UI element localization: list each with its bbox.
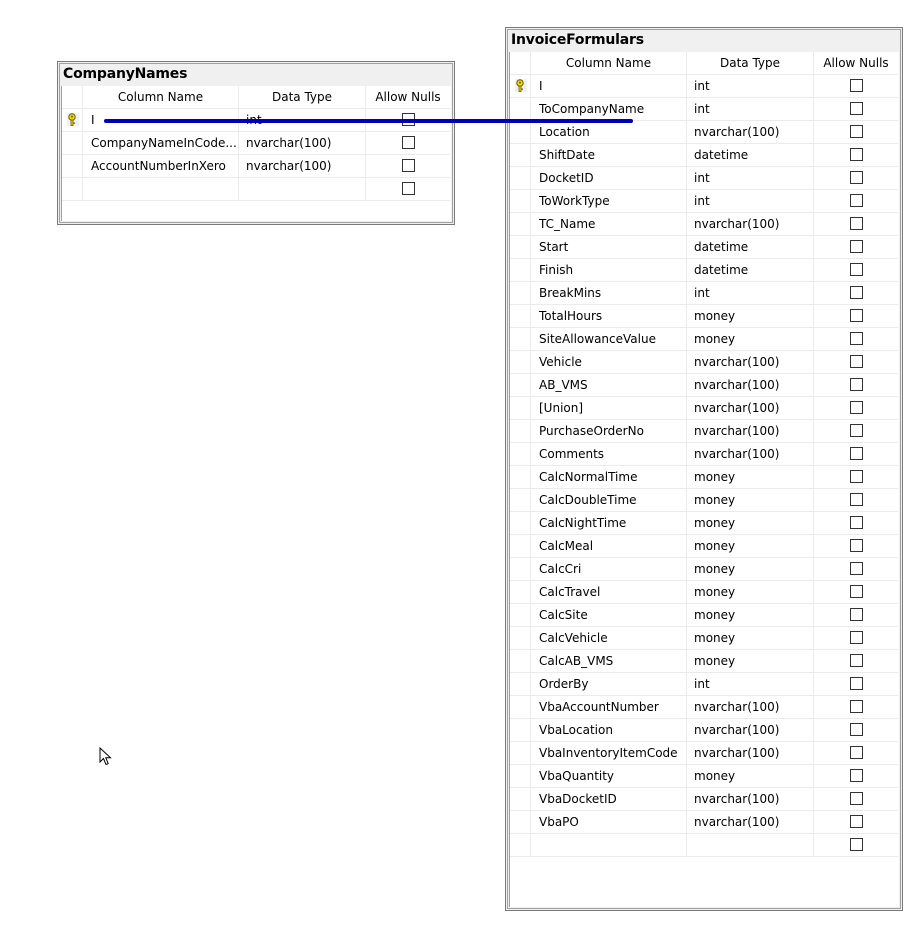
row-selector[interactable] bbox=[62, 155, 83, 178]
row-selector[interactable] bbox=[510, 604, 531, 627]
row-selector[interactable] bbox=[510, 144, 531, 167]
row-selector[interactable] bbox=[510, 328, 531, 351]
allow-nulls-checkbox[interactable] bbox=[850, 746, 863, 759]
row-selector[interactable] bbox=[510, 443, 531, 466]
primary-key-icon bbox=[67, 113, 79, 126]
column-row[interactable] bbox=[510, 259, 899, 282]
column-row[interactable] bbox=[510, 489, 899, 512]
data-type-cell[interactable]: nvarchar(100) bbox=[687, 213, 814, 236]
data-type-cell[interactable]: nvarchar(100) bbox=[687, 788, 814, 811]
allow-nulls-checkbox[interactable] bbox=[850, 263, 863, 276]
row-selector[interactable] bbox=[510, 512, 531, 535]
allow-nulls-checkbox[interactable] bbox=[402, 136, 415, 149]
row-selector[interactable] bbox=[510, 535, 531, 558]
row-selector[interactable] bbox=[510, 75, 531, 98]
data-type-cell[interactable]: int bbox=[687, 190, 814, 213]
new-column-row[interactable] bbox=[510, 834, 899, 857]
column-row[interactable] bbox=[510, 443, 899, 466]
allow-nulls-cell bbox=[814, 765, 898, 788]
table-title[interactable]: CompanyNames bbox=[63, 66, 188, 82]
mouse-cursor-icon bbox=[99, 747, 112, 770]
data-type-cell[interactable]: nvarchar(100) bbox=[687, 420, 814, 443]
allow-nulls-checkbox[interactable] bbox=[850, 286, 863, 299]
column-row[interactable] bbox=[510, 282, 899, 305]
column-name-cell[interactable]: AccountNumberInXero bbox=[83, 155, 239, 178]
allow-nulls-cell bbox=[814, 121, 898, 144]
data-type-cell[interactable]: money bbox=[687, 581, 814, 604]
column-name-cell[interactable]: BreakMins bbox=[531, 282, 687, 305]
allow-nulls-cell bbox=[814, 489, 898, 512]
row-selector[interactable] bbox=[510, 834, 531, 857]
row-selector[interactable] bbox=[510, 489, 531, 512]
column-name-cell[interactable]: CalcNormalTime bbox=[531, 466, 687, 489]
allow-nulls-cell bbox=[814, 397, 898, 420]
data-type-cell[interactable]: nvarchar(100) bbox=[687, 719, 814, 742]
row-selector[interactable] bbox=[510, 581, 531, 604]
data-type-cell[interactable]: int bbox=[687, 98, 814, 121]
data-type-cell[interactable]: int bbox=[687, 673, 814, 696]
row-selector[interactable] bbox=[510, 282, 531, 305]
row-selector[interactable] bbox=[510, 673, 531, 696]
allow-nulls-cell bbox=[814, 144, 898, 167]
column-name-header: Column Name bbox=[83, 86, 239, 109]
allow-nulls-cell bbox=[814, 535, 898, 558]
allow-nulls-cell bbox=[814, 834, 898, 857]
allow-nulls-cell bbox=[814, 282, 898, 305]
data-type-cell[interactable] bbox=[687, 834, 814, 857]
column-name-cell[interactable]: OrderBy bbox=[531, 673, 687, 696]
column-name-cell[interactable]: CalcAB_VMS bbox=[531, 650, 687, 673]
allow-nulls-cell bbox=[814, 190, 898, 213]
row-selector[interactable] bbox=[62, 109, 83, 132]
column-row[interactable] bbox=[510, 788, 899, 811]
column-row[interactable] bbox=[510, 627, 899, 650]
row-selector[interactable] bbox=[62, 178, 83, 201]
header-row bbox=[510, 52, 899, 75]
allow-nulls-checkbox[interactable] bbox=[850, 194, 863, 207]
data-type-cell[interactable]: nvarchar(100) bbox=[687, 121, 814, 144]
allow-nulls-checkbox[interactable] bbox=[850, 815, 863, 828]
allow-nulls-checkbox[interactable] bbox=[850, 309, 863, 322]
allow-nulls-checkbox[interactable] bbox=[850, 125, 863, 138]
row-selector[interactable] bbox=[510, 374, 531, 397]
column-row[interactable] bbox=[510, 466, 899, 489]
data-type-cell[interactable]: int bbox=[687, 75, 814, 98]
data-type-cell[interactable]: money bbox=[687, 558, 814, 581]
column-name-cell[interactable]: VbaAccountNumber bbox=[531, 696, 687, 719]
allow-nulls-cell bbox=[366, 178, 450, 201]
column-name-cell[interactable]: CalcTravel bbox=[531, 581, 687, 604]
relationship-line[interactable] bbox=[104, 119, 633, 123]
header-row bbox=[62, 86, 451, 109]
data-type-cell[interactable]: int bbox=[687, 282, 814, 305]
row-selector[interactable] bbox=[510, 811, 531, 834]
row-selector[interactable] bbox=[510, 167, 531, 190]
allow-nulls-checkbox[interactable] bbox=[850, 355, 863, 368]
column-row[interactable] bbox=[510, 719, 899, 742]
allow-nulls-cell bbox=[814, 673, 898, 696]
data-type-cell[interactable]: nvarchar(100) bbox=[687, 742, 814, 765]
data-type-cell[interactable]: nvarchar(100) bbox=[239, 132, 366, 155]
allow-nulls-checkbox[interactable] bbox=[850, 677, 863, 690]
data-type-cell[interactable]: money bbox=[687, 489, 814, 512]
column-name-cell[interactable]: VbaInventoryItemCode bbox=[531, 742, 687, 765]
allow-nulls-checkbox[interactable] bbox=[850, 240, 863, 253]
allow-nulls-checkbox[interactable] bbox=[850, 148, 863, 161]
allow-nulls-checkbox[interactable] bbox=[850, 608, 863, 621]
allow-nulls-checkbox[interactable] bbox=[850, 723, 863, 736]
allow-nulls-checkbox[interactable] bbox=[850, 332, 863, 345]
column-row[interactable] bbox=[510, 765, 899, 788]
data-type-cell[interactable]: datetime bbox=[687, 236, 814, 259]
allow-nulls-cell bbox=[814, 213, 898, 236]
data-type-cell[interactable]: nvarchar(100) bbox=[687, 397, 814, 420]
row-selector[interactable] bbox=[62, 132, 83, 155]
allow-nulls-checkbox[interactable] bbox=[402, 182, 415, 195]
allow-nulls-checkbox[interactable] bbox=[850, 654, 863, 667]
allow-nulls-cell bbox=[814, 650, 898, 673]
column-row[interactable] bbox=[510, 213, 899, 236]
allow-nulls-checkbox[interactable] bbox=[850, 585, 863, 598]
row-selector[interactable] bbox=[510, 719, 531, 742]
allow-nulls-cell bbox=[814, 75, 898, 98]
column-name-cell[interactable]: ShiftDate bbox=[531, 144, 687, 167]
column-row[interactable] bbox=[510, 650, 899, 673]
data-type-header: Data Type bbox=[239, 86, 366, 109]
allow-nulls-cell bbox=[814, 604, 898, 627]
allow-nulls-cell bbox=[814, 719, 898, 742]
column-row[interactable] bbox=[510, 236, 899, 259]
data-type-cell[interactable]: money bbox=[687, 466, 814, 489]
column-name-cell[interactable]: CalcNightTime bbox=[531, 512, 687, 535]
column-row[interactable] bbox=[510, 811, 899, 834]
column-name-cell[interactable] bbox=[83, 178, 239, 201]
column-name-cell[interactable]: Start bbox=[531, 236, 687, 259]
column-name-cell[interactable]: DocketID bbox=[531, 167, 687, 190]
primary-key-icon bbox=[515, 79, 527, 92]
allow-nulls-checkbox[interactable] bbox=[850, 539, 863, 552]
column-name-cell[interactable]: CalcVehicle bbox=[531, 627, 687, 650]
row-selector[interactable] bbox=[510, 236, 531, 259]
column-row[interactable] bbox=[510, 190, 899, 213]
data-type-cell[interactable]: nvarchar(100) bbox=[687, 696, 814, 719]
column-name-cell[interactable]: SiteAllowanceValue bbox=[531, 328, 687, 351]
allow-nulls-cell bbox=[814, 696, 898, 719]
column-row[interactable] bbox=[62, 155, 451, 178]
columns-grid bbox=[509, 52, 899, 907]
allow-nulls-cell bbox=[814, 558, 898, 581]
column-row[interactable] bbox=[510, 420, 899, 443]
allow-nulls-cell bbox=[814, 259, 898, 282]
table-company-names[interactable] bbox=[57, 61, 455, 225]
row-selector[interactable] bbox=[510, 558, 531, 581]
allow-nulls-checkbox[interactable] bbox=[850, 378, 863, 391]
row-selector[interactable] bbox=[510, 259, 531, 282]
row-selector[interactable] bbox=[510, 121, 531, 144]
column-name-cell[interactable]: VbaQuantity bbox=[531, 765, 687, 788]
allow-nulls-cell bbox=[814, 305, 898, 328]
columns-grid bbox=[61, 86, 451, 221]
column-name-cell[interactable]: VbaPO bbox=[531, 811, 687, 834]
allow-nulls-cell bbox=[814, 512, 898, 535]
column-name-cell[interactable]: PurchaseOrderNo bbox=[531, 420, 687, 443]
new-column-row[interactable] bbox=[62, 178, 451, 201]
allow-nulls-checkbox[interactable] bbox=[850, 562, 863, 575]
allow-nulls-cell bbox=[814, 788, 898, 811]
allow-nulls-checkbox[interactable] bbox=[850, 470, 863, 483]
column-row[interactable] bbox=[510, 351, 899, 374]
row-selector[interactable] bbox=[510, 466, 531, 489]
column-name-cell[interactable]: VbaLocation bbox=[531, 719, 687, 742]
row-selector[interactable] bbox=[510, 765, 531, 788]
allow-nulls-checkbox[interactable] bbox=[850, 631, 863, 644]
column-name-cell[interactable]: [Union] bbox=[531, 397, 687, 420]
row-selector[interactable] bbox=[510, 397, 531, 420]
allow-nulls-checkbox[interactable] bbox=[850, 79, 863, 92]
data-type-cell[interactable]: nvarchar(100) bbox=[687, 811, 814, 834]
data-type-cell[interactable]: datetime bbox=[687, 144, 814, 167]
allow-nulls-cell bbox=[814, 420, 898, 443]
column-name-cell[interactable]: CalcCri bbox=[531, 558, 687, 581]
row-selector-header bbox=[62, 86, 83, 109]
allow-nulls-cell bbox=[814, 466, 898, 489]
allow-nulls-checkbox[interactable] bbox=[850, 769, 863, 782]
data-type-cell[interactable]: money bbox=[687, 765, 814, 788]
allow-nulls-cell bbox=[366, 155, 450, 178]
column-row[interactable] bbox=[510, 673, 899, 696]
row-selector[interactable] bbox=[510, 788, 531, 811]
allow-nulls-header: Allow Nulls bbox=[814, 52, 898, 75]
allow-nulls-cell bbox=[814, 351, 898, 374]
column-name-cell[interactable]: Comments bbox=[531, 443, 687, 466]
allow-nulls-checkbox[interactable] bbox=[850, 102, 863, 115]
allow-nulls-checkbox[interactable] bbox=[850, 401, 863, 414]
column-row[interactable] bbox=[510, 328, 899, 351]
data-type-cell[interactable]: money bbox=[687, 328, 814, 351]
allow-nulls-cell bbox=[814, 581, 898, 604]
data-type-cell[interactable]: nvarchar(100) bbox=[239, 155, 366, 178]
column-name-cell[interactable]: I bbox=[531, 75, 687, 98]
column-row[interactable] bbox=[510, 742, 899, 765]
data-type-cell[interactable]: nvarchar(100) bbox=[687, 443, 814, 466]
column-row[interactable] bbox=[510, 696, 899, 719]
allow-nulls-checkbox[interactable] bbox=[850, 493, 863, 506]
data-type-cell[interactable]: money bbox=[687, 604, 814, 627]
column-row[interactable] bbox=[510, 535, 899, 558]
column-row[interactable] bbox=[510, 558, 899, 581]
column-name-cell[interactable]: CompanyNameInCode... bbox=[83, 132, 239, 155]
row-selector[interactable] bbox=[510, 650, 531, 673]
column-name-cell[interactable]: TC_Name bbox=[531, 213, 687, 236]
column-row[interactable] bbox=[510, 75, 899, 98]
allow-nulls-checkbox[interactable] bbox=[850, 447, 863, 460]
allow-nulls-cell bbox=[814, 98, 898, 121]
allow-nulls-cell bbox=[814, 811, 898, 834]
data-type-cell[interactable]: money bbox=[687, 535, 814, 558]
column-row[interactable] bbox=[510, 581, 899, 604]
column-row[interactable] bbox=[510, 604, 899, 627]
data-type-header: Data Type bbox=[687, 52, 814, 75]
row-selector[interactable] bbox=[510, 213, 531, 236]
data-type-cell[interactable]: nvarchar(100) bbox=[687, 374, 814, 397]
column-row[interactable] bbox=[510, 305, 899, 328]
column-name-header: Column Name bbox=[531, 52, 687, 75]
data-type-cell[interactable]: money bbox=[687, 512, 814, 535]
row-selector[interactable] bbox=[510, 627, 531, 650]
column-name-cell[interactable]: CalcSite bbox=[531, 604, 687, 627]
allow-nulls-cell bbox=[366, 132, 450, 155]
allow-nulls-cell bbox=[814, 742, 898, 765]
column-row[interactable] bbox=[510, 374, 899, 397]
allow-nulls-cell bbox=[814, 443, 898, 466]
column-name-cell[interactable]: Location bbox=[531, 121, 687, 144]
column-row[interactable] bbox=[510, 98, 899, 121]
column-row[interactable] bbox=[510, 167, 899, 190]
column-name-cell[interactable]: AB_VMS bbox=[531, 374, 687, 397]
row-selector-header bbox=[510, 52, 531, 75]
allow-nulls-checkbox[interactable] bbox=[850, 700, 863, 713]
data-type-cell[interactable]: datetime bbox=[687, 259, 814, 282]
column-name-cell[interactable] bbox=[531, 834, 687, 857]
allow-nulls-header: Allow Nulls bbox=[366, 86, 450, 109]
allow-nulls-checkbox[interactable] bbox=[850, 217, 863, 230]
data-type-cell[interactable]: money bbox=[687, 650, 814, 673]
allow-nulls-checkbox[interactable] bbox=[850, 516, 863, 529]
allow-nulls-checkbox[interactable] bbox=[402, 159, 415, 172]
table-title[interactable]: InvoiceFormulars bbox=[511, 32, 644, 48]
row-selector[interactable] bbox=[510, 305, 531, 328]
data-type-cell[interactable]: money bbox=[687, 627, 814, 650]
column-row[interactable] bbox=[62, 132, 451, 155]
data-type-cell[interactable] bbox=[239, 178, 366, 201]
column-name-cell[interactable]: CalcDoubleTime bbox=[531, 489, 687, 512]
row-selector[interactable] bbox=[510, 351, 531, 374]
row-selector[interactable] bbox=[510, 742, 531, 765]
row-selector[interactable] bbox=[510, 98, 531, 121]
column-name-cell[interactable]: I bbox=[83, 109, 239, 132]
data-type-cell[interactable]: nvarchar(100) bbox=[687, 351, 814, 374]
data-type-cell[interactable]: int bbox=[687, 167, 814, 190]
data-type-cell[interactable]: money bbox=[687, 305, 814, 328]
allow-nulls-cell bbox=[814, 328, 898, 351]
allow-nulls-cell bbox=[814, 167, 898, 190]
column-row[interactable] bbox=[510, 397, 899, 420]
row-selector[interactable] bbox=[510, 696, 531, 719]
allow-nulls-checkbox[interactable] bbox=[850, 171, 863, 184]
row-selector[interactable] bbox=[510, 420, 531, 443]
column-name-cell[interactable]: ToCompanyName bbox=[531, 98, 687, 121]
column-name-cell[interactable]: ToWorkType bbox=[531, 190, 687, 213]
allow-nulls-checkbox[interactable] bbox=[850, 838, 863, 851]
table-invoice-formulars[interactable] bbox=[505, 27, 903, 911]
column-row[interactable] bbox=[510, 512, 899, 535]
allow-nulls-cell bbox=[814, 236, 898, 259]
allow-nulls-cell bbox=[814, 627, 898, 650]
allow-nulls-checkbox[interactable] bbox=[850, 424, 863, 437]
allow-nulls-checkbox[interactable] bbox=[850, 792, 863, 805]
allow-nulls-cell bbox=[814, 374, 898, 397]
column-row[interactable] bbox=[510, 121, 899, 144]
column-name-cell[interactable]: CalcMeal bbox=[531, 535, 687, 558]
column-name-cell[interactable]: TotalHours bbox=[531, 305, 687, 328]
column-name-cell[interactable]: VbaDocketID bbox=[531, 788, 687, 811]
row-selector[interactable] bbox=[510, 190, 531, 213]
column-name-cell[interactable]: Vehicle bbox=[531, 351, 687, 374]
column-row[interactable] bbox=[510, 144, 899, 167]
column-name-cell[interactable]: Finish bbox=[531, 259, 687, 282]
